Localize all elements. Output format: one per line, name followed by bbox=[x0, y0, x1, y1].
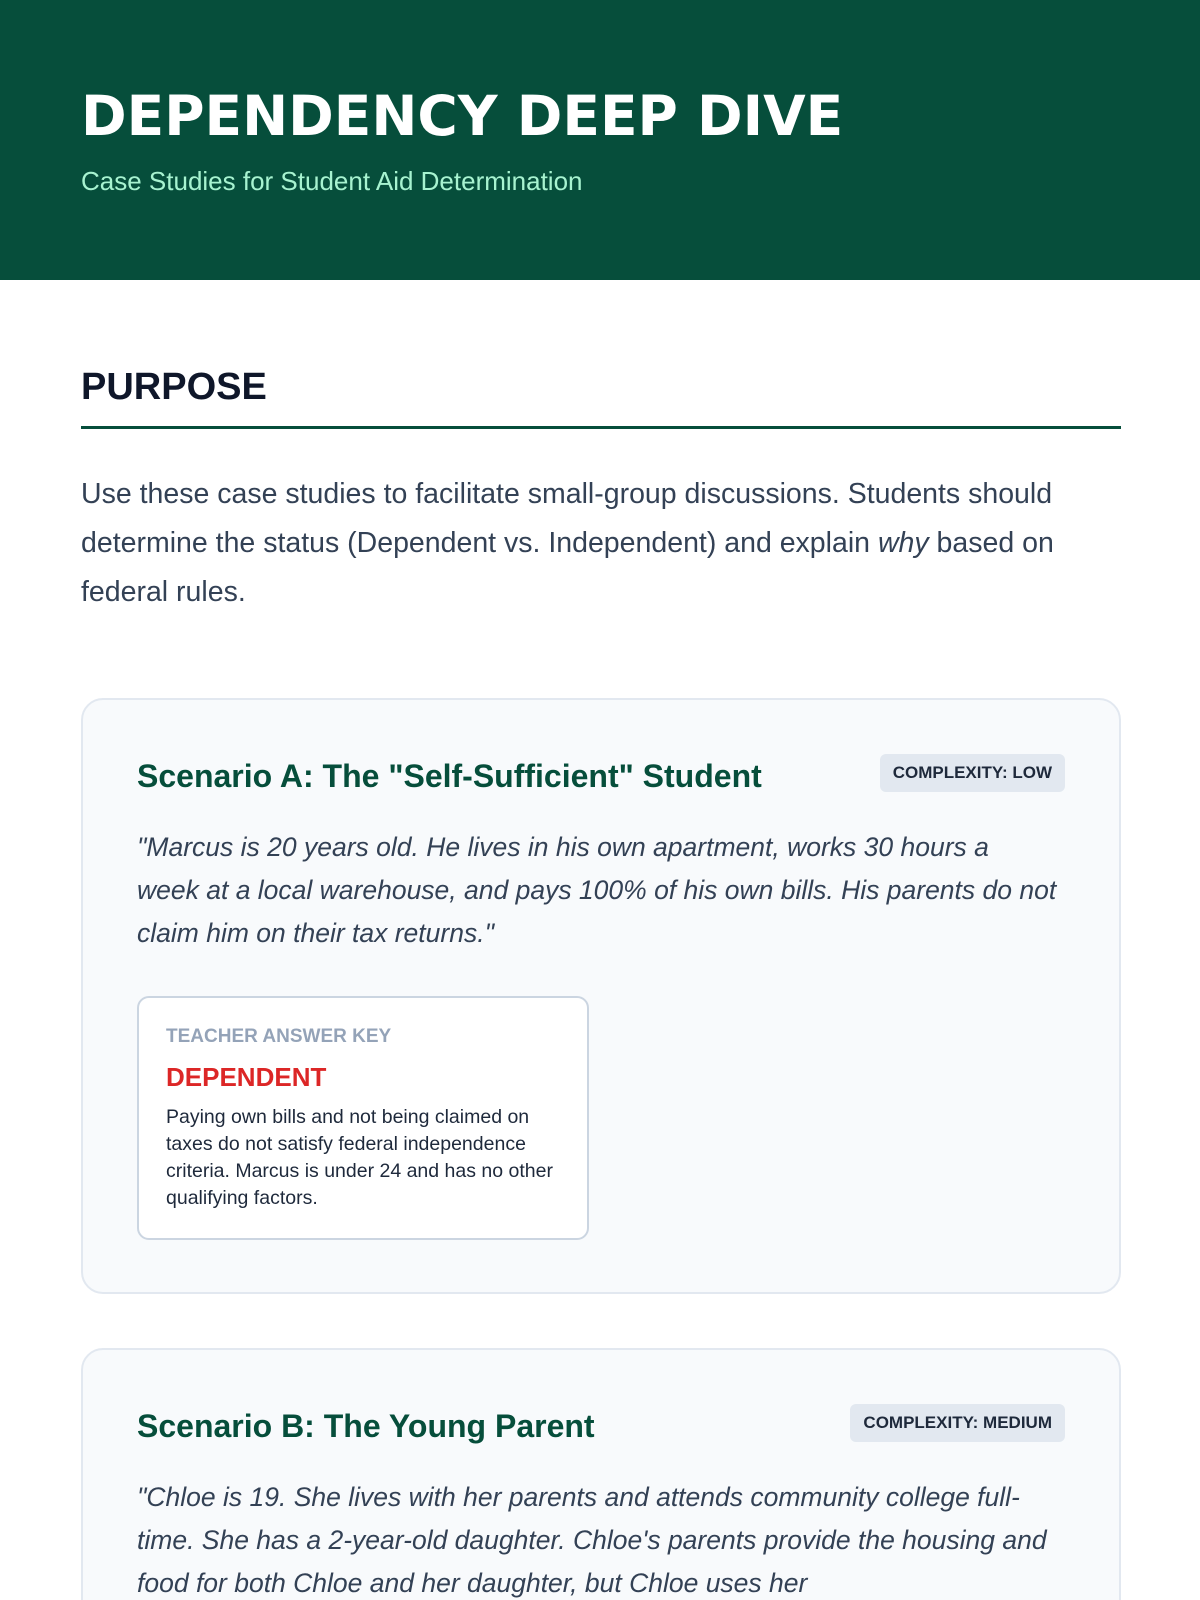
page-header bbox=[0, 0, 1200, 280]
answer-key-label: TEACHER ANSWER KEY bbox=[166, 1026, 392, 1047]
section-divider bbox=[81, 426, 1121, 429]
purpose-text-start: Use these case studies to facilitate small-group discussions. Students should determine the status (Dependent vs. Independent) and explain bbox=[81, 478, 1053, 559]
purpose-text bbox=[81, 470, 1121, 617]
answer-key-box bbox=[137, 996, 589, 1240]
scenario-title: Scenario B: The Young Parent bbox=[137, 1408, 595, 1444]
scenario-card bbox=[81, 1348, 1121, 1600]
purpose-text-end: based on federal rules. bbox=[81, 527, 1054, 608]
scenario-title: Scenario A: The "Self-Sufficient" Student bbox=[137, 758, 762, 794]
complexity-badge: COMPLEXITY: MEDIUM bbox=[850, 1404, 1065, 1442]
scenario-quote: "Chloe is 19. She lives with her parents and attends community college full-time. She has a 2-year-old daughter. Chloe's parents provide the housing and food for both Chloe and her daughter, but Chloe uses her bbox=[137, 1482, 1047, 1598]
purpose-emphasis: why bbox=[877, 527, 929, 559]
complexity-badge: COMPLEXITY: LOW bbox=[880, 754, 1065, 792]
scenario-card bbox=[81, 698, 1121, 1294]
page-subtitle: Case Studies for Student Aid Determination bbox=[81, 166, 583, 196]
answer-verdict: DEPENDENT bbox=[166, 1062, 327, 1092]
scenario-quote: "Marcus is 20 years old. He lives in his own apartment, works 30 hours a week at a local warehouse, and pays 100% of his own bills. His parents do not claim him on their tax returns." bbox=[137, 832, 1057, 948]
page-title: DEPENDENCY DEEP DIVE bbox=[81, 84, 844, 148]
answer-explanation: Paying own bills and not being claimed on taxes do not satisfy federal independence criteria. Marcus is under 24 and has no other qualifying factors. bbox=[166, 1106, 553, 1209]
purpose-heading: PURPOSE bbox=[81, 366, 267, 408]
